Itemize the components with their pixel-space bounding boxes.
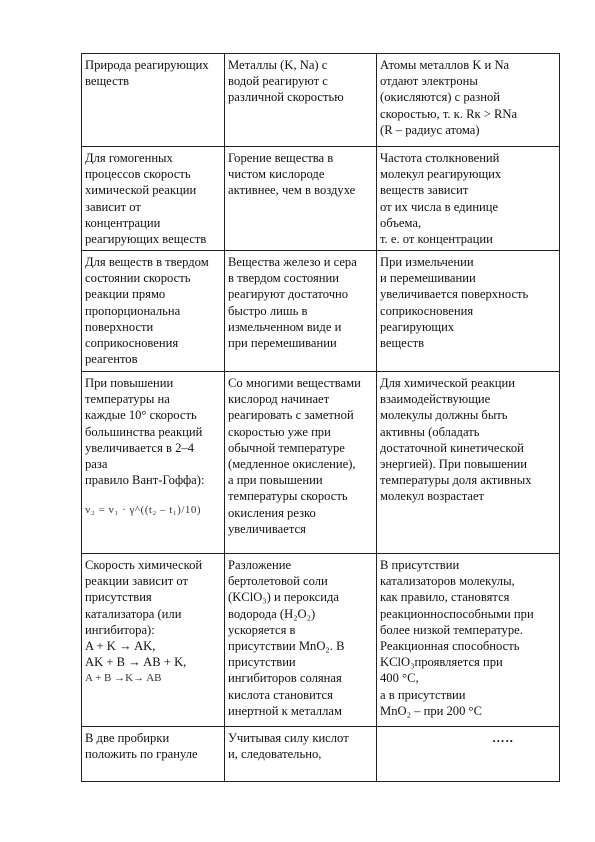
table-row	[82, 251, 560, 372]
cell-line: (окисляются) с разной	[380, 90, 501, 105]
cell-line: Для веществ в твердом	[85, 255, 209, 269]
cell-line: инертной к металлам	[228, 703, 342, 718]
cell-line: Для гомогенных	[85, 151, 173, 165]
table-cell	[377, 147, 560, 251]
cell-line: взаимодействующие	[380, 392, 491, 407]
vant-hoff-formula: v₂ = v₁ · γ^((t₂ – t₁)/10)	[85, 504, 202, 517]
cell-line: более низкой температуре.	[380, 622, 523, 637]
cell-line: катализаторов молекулы,	[380, 574, 515, 589]
cell-line: 400 °C,	[380, 671, 419, 686]
cell-line: присутствии	[228, 655, 296, 670]
cell-line: большинства реакций	[85, 424, 203, 439]
cell-line: увеличивается	[228, 521, 306, 536]
cell-line: химической реакции	[85, 183, 197, 198]
table-cell	[82, 147, 225, 251]
cell-line: от их числа в единице	[380, 199, 499, 214]
cell-line: температуры на	[85, 392, 170, 407]
table-cell	[225, 147, 377, 251]
cell-line: как правило, становятся	[380, 590, 510, 605]
cell-line: кислород начинает	[228, 392, 330, 407]
cell-line: реагентов	[85, 352, 138, 367]
cell-line: каждые 10° скорость	[85, 408, 197, 423]
table-cell	[377, 54, 560, 147]
cell-line: скоростью уже при	[228, 424, 331, 439]
cell-line: концентрации	[85, 215, 161, 230]
cell-line: Учитывая силу кислот	[228, 731, 349, 745]
cell-line: реагирующих веществ	[85, 232, 207, 247]
cell-line: реакции зависит от	[85, 574, 188, 589]
cell-line: скоростью, т. к. Rк > RNa	[380, 106, 518, 121]
cell-line: водой реагируют с	[228, 74, 328, 89]
cell-line: катализатора (или	[85, 606, 182, 621]
cell-line: молекулы должны быть	[380, 408, 508, 423]
cell-line: веществ	[380, 336, 425, 351]
cell-line: реакционноспособными при	[380, 606, 534, 621]
cell-line: (медленное окисление),	[228, 457, 356, 472]
cell-line: (R – радиус атома)	[380, 122, 480, 137]
table-cell	[82, 251, 225, 372]
cell-line: Металлы (K, Na) с	[228, 58, 328, 72]
cell-line: измельченном виде и	[228, 319, 342, 334]
cell-line: соприкосновения	[380, 303, 474, 318]
table-row	[82, 147, 560, 251]
catalyst-equation: A + B →K→ AB	[85, 672, 162, 685]
cell-line: присутствия	[85, 590, 152, 605]
cell-line: правило Вант-Гоффа):	[85, 473, 205, 488]
cell-line: реагировать с заметной	[228, 408, 354, 423]
cell-line: достаточной кинетической	[380, 440, 524, 455]
cell-line: состоянии скорость	[85, 271, 191, 286]
cell-line: ингибитора):	[85, 622, 155, 637]
cell-line: Вещества железо и сера	[228, 255, 357, 269]
comparison-table	[81, 53, 560, 782]
cell-line: кислота становится	[228, 687, 333, 702]
cell-line: Скорость химической	[85, 558, 203, 572]
cell-line: Разложение	[228, 558, 292, 572]
cell-line: бертолетовой соли	[228, 574, 328, 589]
cell-line: и перемешивании	[380, 271, 476, 286]
cell-line: ингибиторов соляная	[228, 671, 342, 686]
table-cell	[225, 251, 377, 372]
cell-line: быстро лишь в	[228, 303, 308, 318]
cell-line: В две пробирки	[85, 731, 170, 745]
table-cell	[82, 372, 225, 554]
cell-line: различной скоростью	[228, 90, 344, 105]
cell-line: веществ	[85, 74, 130, 89]
table-cell	[82, 727, 225, 782]
cell-line: обычной температуре	[228, 440, 345, 455]
cell-line: увеличивается поверхность	[380, 287, 529, 302]
cell-line: реакции прямо	[85, 287, 166, 302]
cell-line: зависит от	[85, 199, 141, 214]
cell-line: чистом кислороде	[228, 167, 325, 182]
cell-line: AK + B → AB + K,	[85, 655, 187, 670]
table-cell	[225, 54, 377, 147]
cell-line: веществ зависит	[380, 183, 469, 198]
table-cell	[82, 54, 225, 147]
cell-line: ускоряется в	[228, 622, 296, 637]
cell-line: и, следовательно,	[228, 747, 322, 762]
cell-line: водорода (H₂O₂)	[228, 606, 316, 621]
cell-line: т. е. от концентрации	[380, 232, 493, 247]
cell-line: процессов скорость	[85, 167, 191, 182]
table-cell	[377, 727, 560, 782]
cell-line: молекул реагирующих	[380, 167, 502, 182]
cell-line: Частота столкновений	[380, 151, 500, 165]
table-cell	[377, 554, 560, 727]
cell-line: присутствии MnO₂. В	[228, 639, 345, 654]
cell-line: Горение вещества в	[228, 151, 334, 165]
cell-line: а в присутствии	[380, 687, 466, 702]
cell-line: положить по грануле	[85, 747, 198, 762]
cell-line: увеличивается в 2–4	[85, 440, 194, 455]
cell-line: (KClO₃) и пероксида	[228, 590, 339, 605]
cell-line: A + K → AK,	[85, 639, 156, 654]
table-row	[82, 54, 560, 147]
cell-line: окисления резко	[228, 505, 316, 520]
table-cell	[225, 554, 377, 727]
cell-line: реагируют достаточно	[228, 287, 349, 302]
table-row	[82, 372, 560, 554]
cell-line: пропорциональна	[85, 303, 181, 318]
cell-line: отдают электроны	[380, 74, 478, 89]
table-row	[82, 554, 560, 727]
cell-line: объема,	[380, 215, 422, 230]
table-cell	[225, 372, 377, 554]
cell-line: в твердом состоянии	[228, 271, 339, 286]
cell-line: молекул возрастает	[380, 489, 485, 504]
cell-line: температуры скорость	[228, 489, 348, 504]
cell-line: Природа реагирующих	[85, 58, 209, 72]
ellipsis-placeholder: …..	[492, 731, 514, 745]
cell-line: Атомы металлов K и Na	[380, 58, 510, 72]
cell-line: MnO₂ – при 200 °C	[380, 703, 482, 718]
cell-line: при перемешивании	[228, 336, 337, 351]
cell-line: энергией). При повышении	[380, 457, 527, 472]
cell-line: В присутствии	[380, 558, 460, 572]
cell-line: температуры доля активных	[380, 473, 532, 488]
cell-line: Для химической реакции	[380, 376, 516, 390]
cell-line: раза	[85, 457, 108, 472]
cell-line: реагирующих	[380, 319, 455, 334]
cell-line: активны (обладать	[380, 424, 480, 439]
cell-line: поверхности	[85, 319, 154, 334]
table-cell	[377, 251, 560, 372]
cell-line: KClO₃проявляется при	[380, 655, 503, 670]
table-cell	[377, 372, 560, 554]
cell-line: активнее, чем в воздухе	[228, 183, 356, 198]
cell-line: соприкосновения	[85, 336, 179, 351]
table-row	[82, 727, 560, 782]
cell-line: При измельчении	[380, 255, 474, 269]
table-cell	[225, 727, 377, 782]
cell-line: При повышении	[85, 376, 174, 390]
cell-line: Со многими веществами	[228, 376, 361, 390]
table-cell	[82, 554, 225, 727]
cell-line: а при повышении	[228, 473, 323, 488]
cell-line: Реакционная способность	[380, 639, 520, 654]
